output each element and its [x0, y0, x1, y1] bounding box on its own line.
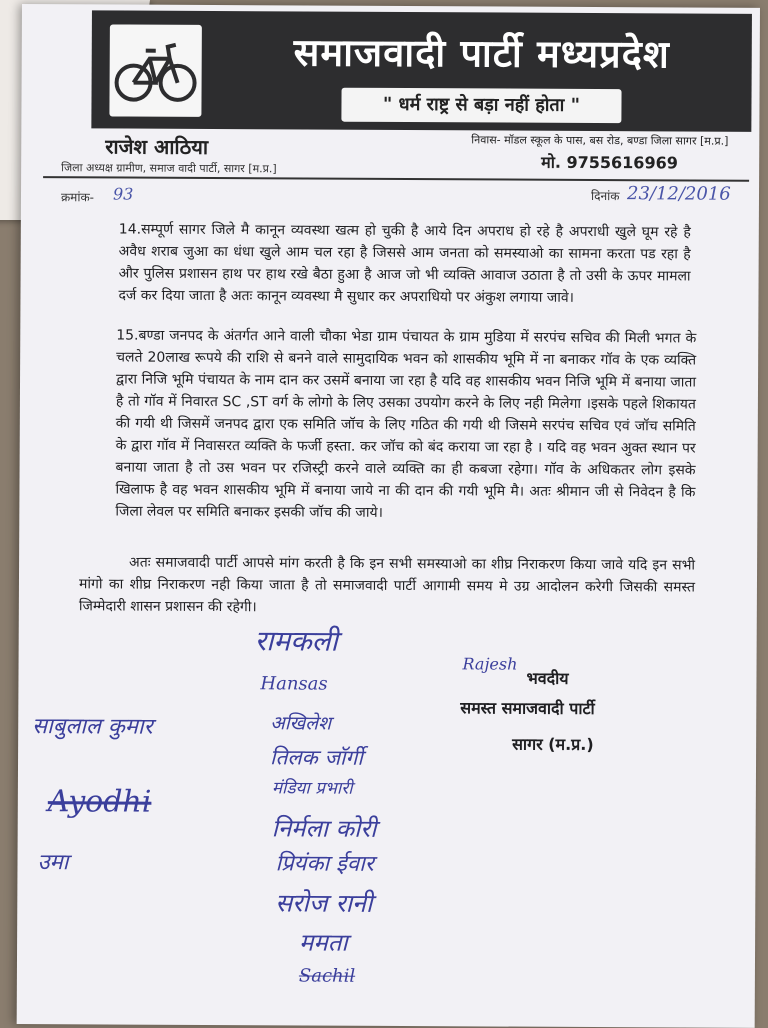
letter-page — [17, 4, 760, 1028]
signature: रामकली — [254, 624, 338, 658]
signature: उमा — [37, 850, 69, 876]
signoff-party: समस्त समाजवादी पार्टी — [460, 698, 595, 719]
paragraph-14: 14.सम्पूर्ण सागर जिले मै कानून व्यवस्था खत्म हो चुकी है आये दिन अपराध हो रहे है अपराधी खुले घूम रहे है अवैध शराब जुआ का धंधा खुले आम चल रहा है जिससे आम जनता को समस्याओ का सामना करता पड रहा है और पुलिस प्रशासन हाथ पर हाथ रखे बैठा हुआ है आज जो भी व्यक्ति आवाज उठाता है तो उसी के ऊपर मामला दर्ज कर दिया जाता है अतः कानून व्यवस्था मै सुधार कर अपराधियो पर अंकुश लगाया जावे। — [118, 221, 691, 306]
letterhead-banner — [91, 10, 752, 131]
sender-mobile: मो. 9755616969 — [541, 152, 678, 173]
closing-paragraph: अतः समाजवादी पार्टी आपसे मांग करती है कि इन सभी समस्याओ का शीघ्र निराकरण किया जावे यदि इन सभी मांगो का शीघ्र निराकरण नही किया जाता है तो समाजवादी पार्टी आगामी समय मे उग्र आदोलन करेगी जिसकी समस्त जिम्मेदारी शासन प्रशासन की रहेगी। — [78, 554, 696, 616]
header-divider — [43, 176, 749, 182]
paragraph-15: 15.बण्डा जनपद के अंतर्गत आने वाली चौका भेडा ग्राम पंचायत के ग्राम मुडिया में सरपंच सचिव की मिली भगत के चलते 20लाख रूपये की राशि से बनने वाले सामुदायिक भवन को शासकीय भूमि में ना बनाकर गॉव के एक व्यक्ति द्वारा निजि भूमि पंचायत के नाम दान कर उसमें बनाया जा रहा है यदि वह शासकीय भवन निजि भूमि में बनाया जाता है तो गॉव में निवारत SC ,ST वर्ग के लोगो के लिए उसका उपयोग करने के लिए नही मिलेगा ।इसके पहले शिकायत की गयी थी जिसमें जनपद द्वारा एक समिति जॉच के लिए गठित की गयी थी जिसमे सरपंच सचिव एवं जॉच समिति के द्वारा गॉव में निवासरत व्यक्ति के फर्जी हस्ता. कर जॉच को बंद कराया जा रहा है । यदि वह भवन अुक्त स्थान पर बनाया जाता है तो उस भवन पर रजिस्ट्री करने वाले व्यक्ति का ही कबजा रहेगा। गॉव के अधिकतर लोग इसके खिलाफ है वह भवन शासकीय भूमि में बनाया जाये ना की दान की गयी भूमि मै। अतः श्रीमान जी से निवेदन है कि जिला लेवल पर समिति बनाकर इसकी जॉच की जाये। — [115, 327, 697, 521]
signoff-place: सागर (म.प्र.) — [512, 734, 594, 755]
signoff-yours: भवदीय — [526, 668, 569, 688]
signature: Sachil — [298, 965, 356, 987]
handwritten-sign-rajesh: Rajesh — [462, 654, 518, 674]
signature: Hansas — [260, 673, 328, 695]
leader-name: राजेश आठिया — [105, 134, 209, 159]
reference-label: क्रमांक- — [60, 190, 95, 205]
signature: अखिलेश — [270, 712, 332, 735]
letter-date: 23/12/2016 — [626, 183, 731, 205]
sender-address: निवास- मॉडल स्कूल के पास, बस रोड, बण्डा जिला सागर [म.प्र.] — [471, 133, 729, 148]
date-label: दिनांक — [590, 188, 620, 204]
signature: मंडिया प्रभारी — [271, 778, 353, 799]
party-slogan: " धर्म राष्ट्र से बड़ा नहीं होता " — [341, 88, 621, 123]
signature: तिलक जॉर्गी — [269, 745, 363, 770]
bicycle-logo-icon — [109, 24, 201, 116]
leader-designation: जिला अध्यक्ष ग्रामीण, समाज वादी पार्टी, सागर [म.प्र.] — [61, 161, 277, 176]
signature: ममता — [299, 928, 348, 957]
signature: सरोज रानी — [275, 888, 373, 918]
signature: प्रियंका ईवार — [275, 851, 374, 877]
reference-number: 93 — [112, 184, 134, 204]
party-title: समाजवादी पार्टी मध्यप्रदेश — [293, 30, 670, 77]
signature: निर्मला कोरी — [271, 814, 377, 843]
signature: Ayodhi — [47, 784, 152, 820]
signature: साबुलाल कुमार — [32, 714, 153, 740]
